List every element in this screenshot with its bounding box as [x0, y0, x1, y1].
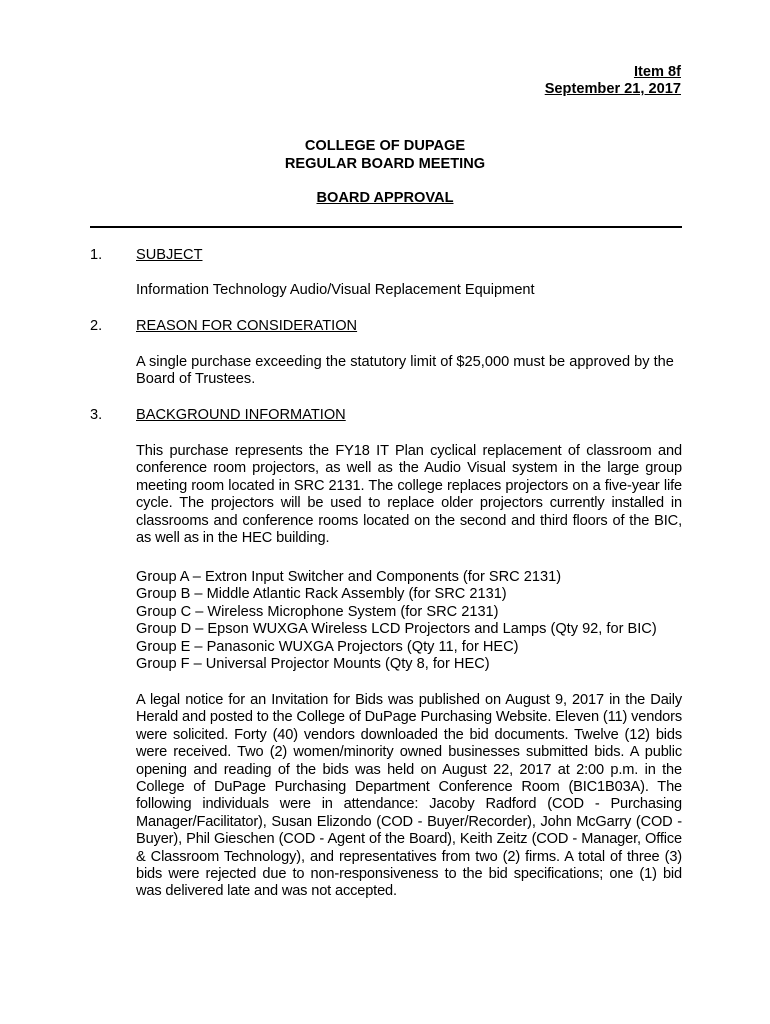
background-text: This purchase represents the FY18 IT Plan cyclical replacement of classroom and conference room projectors, as well as the Audio Visual system in the large group meeting room located in SRC 2131. The college replaces projectors on a five-year life cycle. The projectors will be used to replace older projectors currently installed in classrooms and conference rooms located on the second and third floors of the BIC, as well as in the HEC building. — [136, 443, 682, 547]
list-item: Group A – Extron Input Switcher and Components (for SRC 2131) — [136, 569, 562, 585]
list-item: Group D – Epson WUXGA Wireless LCD Projectors and Lamps (Qty 92, for BIC) — [136, 621, 657, 638]
legal-notice-text: A legal notice for an Invitation for Bids was published on August 9, 2017 in the Daily Herald and posted to the College of DuPage Purchasing Website. Eleven (11) vendors were solicited. Forty (40) vendors downloaded the bid documents. Twelve (12) bids were received. Two (2) women/minority owned businesses submitted bids. A public opening and reading of the bids was held on August 22, 2017 at 2:00 p.m. in the College of DuPage Purchasing Department Conference Room (BIC1B03A). The following individuals were in attendance: Jacoby Radford (COD - Purchasing Manager/Facilitator), Susan Elizondo (COD - Buyer/Recorder), John McGarry (COD - Buyer), Phil Gieschen (COD - Agent of the Board), Keith Zeitz (COD - Manager, Office & Classroom Technology), and representatives from two (2) firms. A total of three (3) bids were rejected due to non-responsiveness to the bid specifications; one (1) bid was delivered late and was not accepted. — [136, 692, 682, 900]
section-heading-subject: SUBJECT — [136, 247, 203, 263]
title-divider — [90, 226, 682, 228]
list-item: Group F – Universal Projector Mounts (Qty 8, for HEC) — [136, 656, 490, 673]
meeting-date: September 21, 2017 — [544, 81, 681, 97]
approval-heading — [0, 190, 770, 207]
college-name: COLLEGE OF DUPAGE — [304, 138, 466, 154]
item-header — [545, 64, 681, 98]
list-item: Group E – Panasonic WUXGA Projectors (Qty 11, for HEC) — [136, 638, 519, 655]
section-heading-background: BACKGROUND INFORMATION — [136, 407, 346, 423]
section-number: 1. — [90, 247, 103, 263]
section-number: 2. — [90, 318, 103, 334]
document-title — [0, 137, 770, 173]
reason-text: A single purchase exceeding the statutory limit of $25,000 must be approved by the Board of Trustees. — [136, 354, 674, 388]
section-heading-reason: REASON FOR CONSIDERATION — [136, 318, 358, 334]
section-number: 3. — [90, 407, 103, 423]
board-approval-label: BOARD APPROVAL — [316, 190, 454, 206]
bid-groups-list — [136, 569, 682, 673]
list-item: Group C – Wireless Microphone System (for SRC 2131) — [136, 603, 499, 620]
subject-text: Information Technology Audio/Visual Replacement Equipment — [136, 282, 535, 298]
item-number: Item 8f — [633, 64, 681, 80]
meeting-type: REGULAR BOARD MEETING — [284, 156, 486, 172]
list-item: Group B – Middle Atlantic Rack Assembly (for SRC 2131) — [136, 586, 507, 603]
